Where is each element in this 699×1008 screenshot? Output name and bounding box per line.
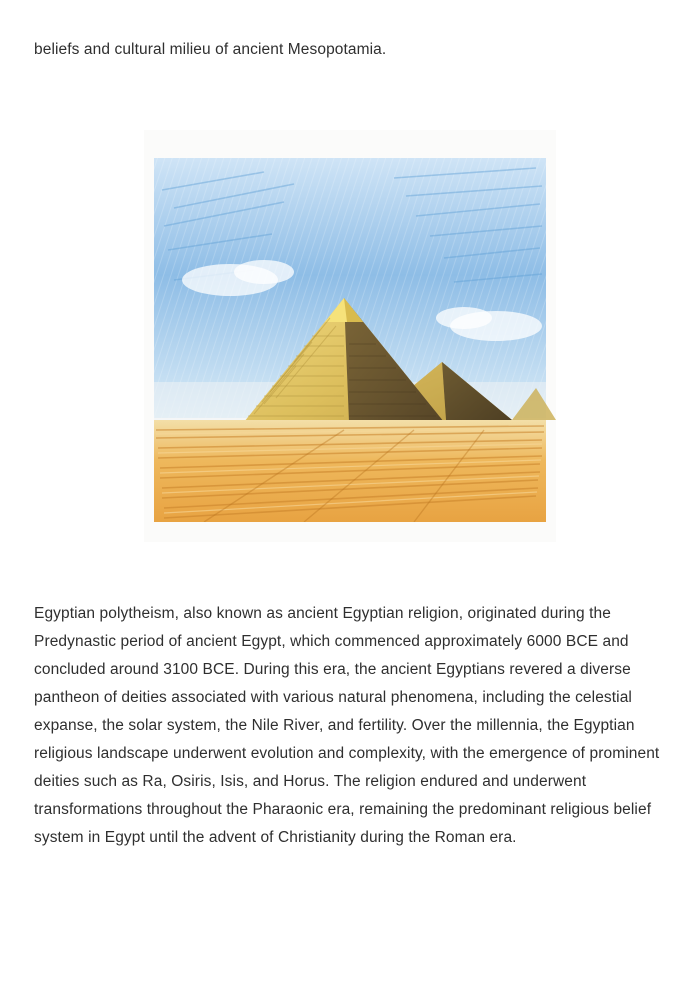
figure-container [34, 130, 665, 542]
document-page [0, 16, 699, 1008]
paragraph-continuation: beliefs and cultural milieu of ancient Mesopotamia. [34, 40, 387, 58]
pyramids-illustration-frame [144, 130, 556, 542]
pyramids-illustration [144, 130, 556, 542]
paragraph-body: Egyptian polytheism, also known as ancient Egyptian religion, originated during the Predynastic period of ancient Egypt, which commenced approximately 6000 BCE and concluded around 3100 BCE. During this era, the ancient Egyptians revered a diverse pantheon of deities associated with various natural phenomena, including the celestial expanse, the solar system, the Nile River, and fertility. Over the millennia, the Egyptian religious landscape underwent evolution and complexity, with the emergence of prominent deities such as Ra, Osiris, Isis, and Horus. The religion endured and underwent transformations throughout the Pharaonic era, remaining the predominant religious belief system in Egypt until the advent of Christianity during the Roman era. [34, 604, 660, 846]
